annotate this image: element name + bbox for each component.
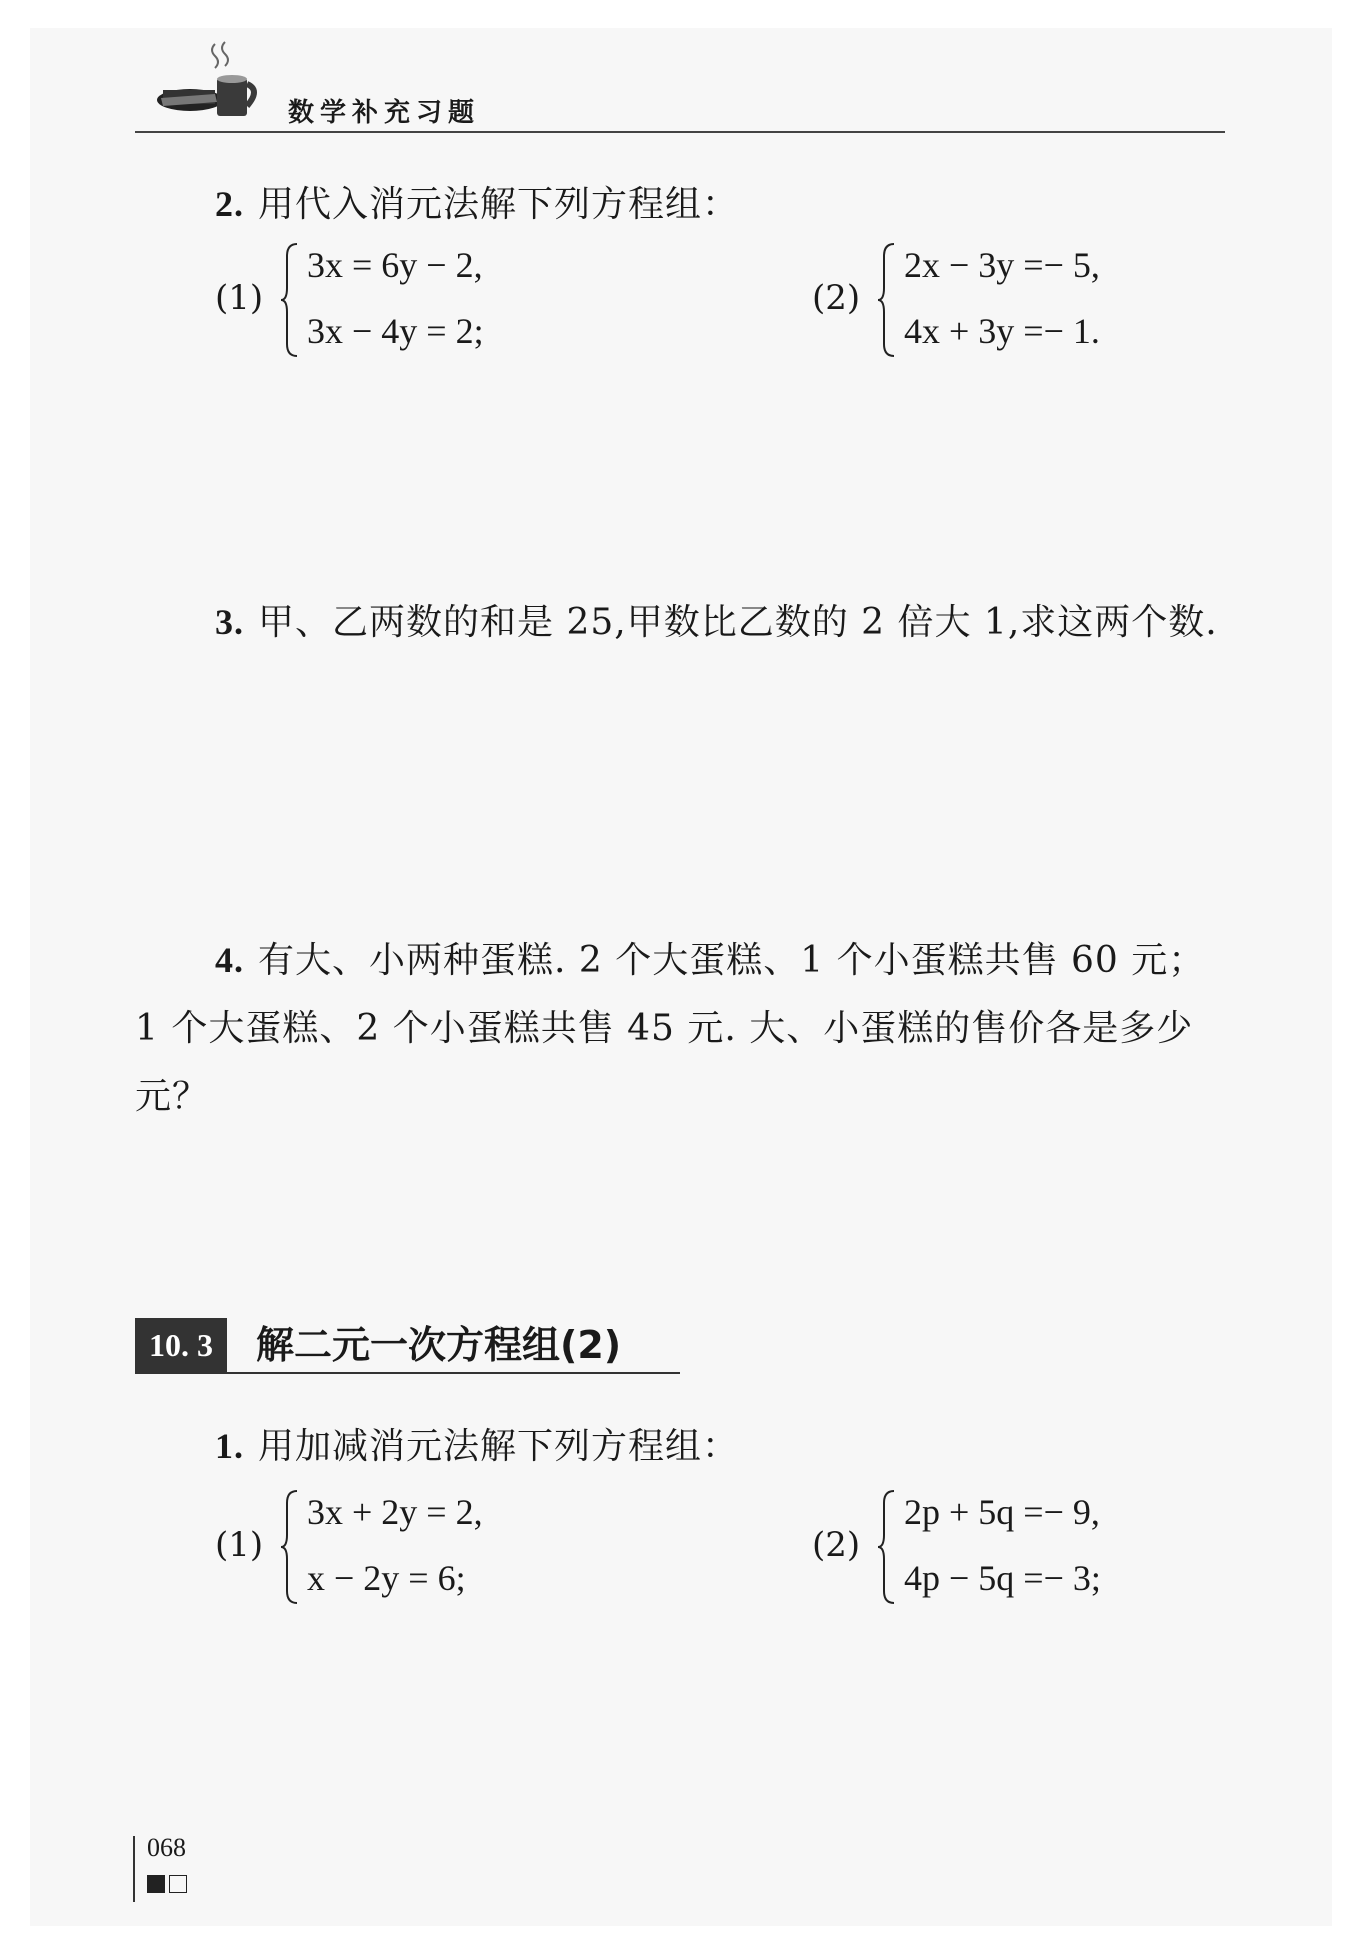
header-rule	[135, 131, 1225, 133]
equation-1: 2p + 5q =− 9,	[904, 1492, 1100, 1532]
question-text: 有大、小两种蛋糕. 2 个大蛋糕、1 个小蛋糕共售 60 元；1 个大蛋糕、2 个小蛋糕共售 45 元. 大、小蛋糕的售价各是多少元？	[135, 940, 1206, 1117]
equation-2: 3x − 4y = 2;	[307, 311, 484, 351]
empty-square-icon	[169, 1875, 187, 1893]
equation-2: 4p − 5q =− 3;	[904, 1558, 1101, 1598]
q2-subproblem-2	[812, 240, 1212, 365]
question-number: 3.	[215, 602, 244, 642]
question-text: 甲、乙两数的和是 25,甲数比乙数的 2 倍大 1,求这两个数.	[258, 602, 1218, 643]
equation-2: 4x + 3y =− 1.	[904, 311, 1100, 351]
question-text: 用加减消元法解下列方程组：	[258, 1426, 740, 1467]
question-4	[135, 926, 1225, 1131]
subproblem-label: (1)	[215, 1525, 264, 1565]
equation-2: x − 2y = 6;	[307, 1558, 466, 1598]
section-number: 10. 3	[135, 1318, 227, 1372]
q2-subproblem-1	[215, 240, 595, 365]
footer-rule	[133, 1836, 135, 1902]
question-number: 1.	[215, 1426, 244, 1466]
section-question-1	[135, 1412, 1225, 1481]
question-3	[135, 588, 1225, 657]
s1-subproblem-1	[215, 1487, 595, 1612]
section-underline	[135, 1372, 680, 1374]
question-number: 4.	[215, 940, 244, 980]
filled-square-icon	[147, 1875, 165, 1893]
question-text: 用代入消元法解下列方程组：	[258, 184, 740, 225]
book-and-coffee-icon	[155, 38, 265, 128]
subproblem-label: (2)	[812, 278, 861, 318]
subproblem-label: (2)	[812, 1525, 861, 1565]
equation-1: 2x − 3y =− 5,	[904, 245, 1100, 285]
header-title: 数学补充习题	[288, 98, 481, 128]
s1-subproblem-2	[812, 1487, 1212, 1612]
left-brace-icon	[279, 1487, 299, 1607]
left-brace-icon	[876, 240, 896, 360]
left-brace-icon	[876, 1487, 896, 1607]
equation-1: 3x = 6y − 2,	[307, 245, 483, 285]
question-2	[135, 170, 1225, 239]
equation-1: 3x + 2y = 2,	[307, 1492, 483, 1532]
question-number: 2.	[215, 184, 244, 224]
page-number: 068	[147, 1833, 186, 1862]
subproblem-label: (1)	[215, 278, 264, 318]
section-title: 解二元一次方程组(2)	[256, 1323, 622, 1367]
left-brace-icon	[279, 240, 299, 360]
